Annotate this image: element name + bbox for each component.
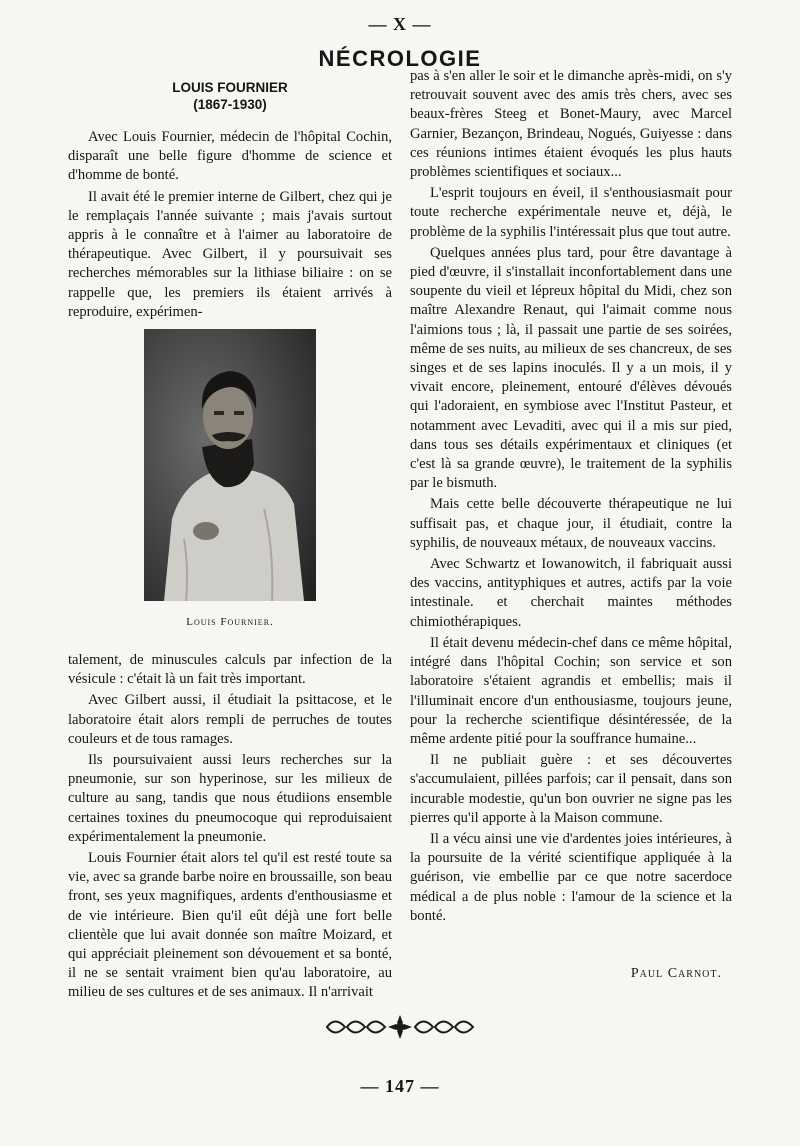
- decorative-vignette-icon: [323, 1012, 477, 1042]
- paragraph: Avec Gilbert aussi, il étudiait la psittacose, et le laboratoire était alors rempli de perruches de toutes couleurs et de tous ramages.: [68, 692, 392, 747]
- paragraph: Avec Louis Fournier, médecin de l'hôpital Cochin, disparaît une belle figure d'homme de science et d'homme de bonté.: [68, 129, 392, 184]
- paragraph: Il était devenu médecin-chef dans ce même hôpital, intégré dans l'hôpital Cochin; son service et son laboratoire s'étaient agrandis et embellis; mais il l'illuminait encore d'un enthousiasme, toujours jeune, pour la recherche scientifique désintéressée, de la même ardente pitié pour la souffrance humaine...: [410, 634, 732, 747]
- page-number: — 147 —: [360, 1076, 440, 1096]
- paragraph: L'esprit toujours en éveil, il s'enthousiasmait pour toute recherche expérimentale neuve et, déjà, le problème de la syphilis l'intéressait plus que tout autre.: [410, 185, 732, 240]
- article-subject-dates: (1867-1930): [193, 97, 267, 112]
- paragraph: Il a vécu ainsi une vie d'ardentes joies intérieures, à la poursuite de la vérité scientifique appliquée à la guérison, vie embellie par ce que notre sacerdoce médical a de plus noble : l'amour de la science et la bonté.: [410, 830, 732, 924]
- portrait-photo: [144, 329, 316, 601]
- paragraph: Avec Schwartz et Iowanowitch, il fabriquait aussi des vaccins, antityphiques et autres, actifs par la voie intestinale. et cherchait maintes méthodes chimiothérapiques.: [410, 556, 732, 630]
- paragraph: pas à s'en aller le soir et le dimanche après-midi, on s'y retrouvait souvent avec des amis très chers, avec ses beaux-frères Steeg et Bonet-Maury, avec Marcel Garnier, Bezançon, Brindeau, Nogués, Guiyesse : dans ces réunions intimes étaient évoqués les plus hauts problèmes scientifiques et sociaux...: [410, 68, 732, 181]
- paragraph: Il ne publiait guère : et ses découvertes s'accumulaient, pillées parfois; car il pensait, dans son incurable modestie, qu'un bon ouvrier ne signe pas les pierres qu'il apporte à la Maison commune.: [410, 752, 732, 826]
- right-column: [410, 67, 732, 928]
- paragraph: talement, de minuscules calculs par infection de la vésicule : c'était là un fait très important.: [68, 652, 392, 688]
- page-marker: — X —: [368, 14, 432, 34]
- article-subject-name: LOUIS FOURNIER: [172, 80, 288, 95]
- left-column-top: [68, 128, 392, 324]
- left-column-bottom: [68, 651, 392, 1005]
- portrait-image: [144, 329, 316, 601]
- paragraph: Ils poursuivaient aussi leurs recherches sur la pneumonie, sur son hyperinose, sur les milieux de culture au sang, tandis que nous étudiions ensemble certaines toxines du pneumocoque qui reproduisaient expérimentalement la pneumonie.: [68, 752, 392, 845]
- section-title: NÉCROLOGIE: [318, 46, 482, 71]
- paragraph: Mais cette belle découverte thérapeutique ne lui suffisait pas, et chaque jour, il étudiait, contre la syphilis, de nouveaux métaux, de nouveaux vaccins.: [410, 496, 732, 551]
- paragraph: Louis Fournier était alors tel qu'il est resté toute sa vie, avec sa grande barbe noire en broussaille, son beau front, ses yeux magnifiques, ardents d'enthousiasme et de vie intérieure. Bien qu'il eût déjà une fort belle clientèle que lui avait donnée son maître Moizard, et qui appréciait pleinement son dévouement et sa bonté, il ne se sentait vraiment bien qu'au laboratoire, au milieu de ses cultures et de ses animaux. Il n'arrivait: [68, 850, 392, 1001]
- photo-caption: Louis Fournier.: [186, 616, 274, 628]
- paragraph: Il avait été le premier interne de Gilbert, chez qui je le remplaçais l'année suivante ; mais j'avais surtout appris à le connaître et à l'aimer au laboratoire de thérapeutique. Avec Gilbert, il y poursuivait ses recherches mémorables sur la lithiase biliaire : on se rappelle que, les premiers ils étaient arrivés à reproduire, expérimen-: [68, 188, 392, 320]
- paragraph: Quelques années plus tard, pour être davantage à pied d'œuvre, il s'installait inconfortablement dans une soupente du vieil et lépreux hôpital du Midi, chez son maître Alexandre Renaut, qui l'aimait comme nous l'aimions tous ; là, il passait une partie de ses soirées, même de ses nuits, au milieux de ses chancreux, de ses singes et de ses lapins inoculés. Il y a un mois, il y vivait encore, pleinement, entouré d'élèves dévoués qui l'adoraient, en symbiose avec l'Institut Pasteur, et notamment avec Levaditi, avec qui il a mis sur pied, dans tous ses détails expérimentaux et cliniques (et c'est là sa grande œuvre), le traitement de la syphilis par le bismuth.: [410, 244, 732, 492]
- author-signature: Paul Carnot.: [630, 966, 722, 981]
